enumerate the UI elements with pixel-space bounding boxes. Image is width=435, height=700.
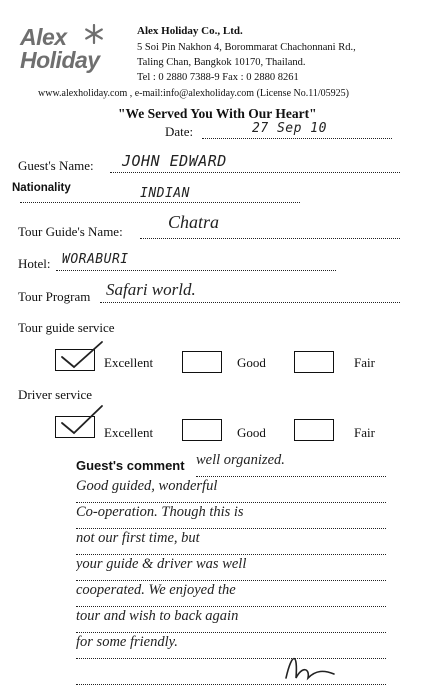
hotel-dotted-line (56, 270, 336, 271)
guest-name-value[interactable]: JOHN EDWARD (122, 152, 227, 170)
driver-fair-checkbox[interactable] (294, 419, 334, 441)
date-dotted-line (202, 138, 392, 139)
tour-program-value[interactable]: Safari world. (106, 280, 196, 299)
comment-line-2[interactable]: Good guided, wonderful (76, 476, 386, 503)
web-email-license: www.alexholiday.com , e-mail:info@alexholiday.com (License No.11/05925) (38, 88, 349, 99)
hotel-value[interactable]: WORABURI (62, 252, 129, 267)
tour-program-label: Tour Program (18, 289, 91, 304)
driver-fair-label: Fair (354, 425, 375, 440)
comment-line-5[interactable]: your guide & driver was well (76, 554, 386, 581)
comment-line-1[interactable]: well organized. (196, 450, 386, 477)
tour-guide-dotted-line (140, 238, 400, 239)
checkmark-icon (58, 340, 104, 370)
tour-guide-fair-checkbox[interactable] (294, 351, 334, 373)
date-value[interactable]: 27 Sep 10 (252, 121, 327, 136)
comment-line-3[interactable]: Co-operation. Though this is (76, 502, 386, 529)
tour-guide-label: Tour Guide's Name: (18, 224, 123, 239)
comment-line-6[interactable]: cooperated. We enjoyed the (76, 580, 386, 607)
address-line-1: 5 Soi Pin Nakhon 4, Borommarat Chachonnani Rd., (137, 42, 356, 53)
phone-fax-line: Tel : 0 2880 7388-9 Fax : 0 2880 8261 (137, 72, 299, 83)
tour-guide-good-checkbox[interactable] (182, 351, 222, 373)
driver-service-title: Driver service (18, 387, 92, 402)
signature-scribble (280, 648, 340, 688)
comment-line-7[interactable]: tour and wish to back again (76, 606, 386, 633)
address-line-2: Taling Chan, Bangkok 10170, Thailand. (137, 57, 306, 68)
driver-good-checkbox[interactable] (182, 419, 222, 441)
tour-guide-value[interactable]: Chatra (168, 212, 220, 232)
logo-text-line1: Alex (20, 24, 67, 50)
tour-program-dotted-line (100, 302, 400, 303)
driver-good-label: Good (237, 425, 266, 440)
comment-line-4[interactable]: not our first time, but (76, 528, 386, 555)
nationality-value[interactable]: INDIAN (140, 186, 190, 201)
company-name: Alex Holiday Co., Ltd. (137, 25, 243, 37)
company-logo (20, 20, 120, 82)
logo-text-line2: Holiday (20, 47, 100, 73)
checkmark-icon (58, 404, 104, 436)
snowflake-icon (84, 24, 104, 44)
date-label: Date: (165, 124, 194, 139)
hotel-label: Hotel: (18, 256, 51, 271)
comment-line-8[interactable]: for some friendly. (76, 632, 386, 659)
nationality-dotted-line (20, 202, 300, 203)
tour-guide-service-title: Tour guide service (18, 320, 115, 335)
guest-name-label: Guest's Name: (18, 158, 94, 173)
tour-guide-excellent-label: Excellent (104, 355, 154, 370)
driver-excellent-label: Excellent (104, 425, 154, 440)
tour-guide-good-label: Good (237, 355, 266, 370)
tour-guide-fair-label: Fair (354, 355, 375, 370)
guest-name-dotted-line (110, 172, 400, 173)
slogan: "We Served You With Our Heart" (118, 106, 317, 121)
guest-comment-label: Guest's comment (76, 458, 185, 473)
nationality-label: Nationality (12, 182, 71, 194)
